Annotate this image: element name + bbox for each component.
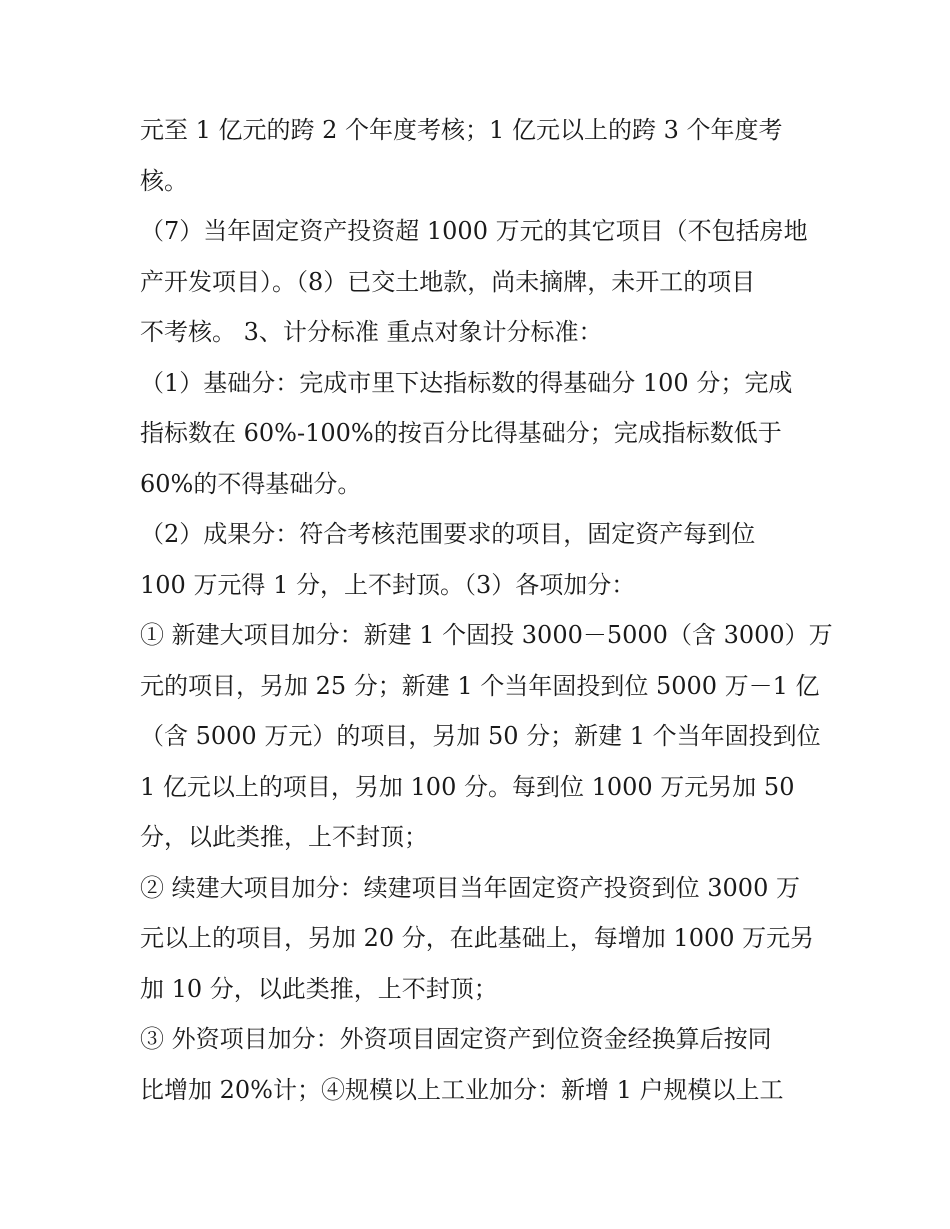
text-line: 比增加 20%计；④规模以上工业加分：新增 1 户规模以上工	[140, 1075, 784, 1104]
text-line: 产开发项目）。（8）已交土地款，尚未摘牌，未开工的项目	[140, 267, 756, 296]
text-line: 指标数在 60%-100%的按百分比得基础分；完成指标数低于	[140, 419, 782, 447]
document-body	[140, 105, 833, 1115]
text-line: 1 亿元以上的项目，另加 100 分。每到位 1000 万元另加 50	[140, 772, 795, 801]
text-line: 元的项目，另加 25 分；新建 1 个当年固投到位 5000 万－1 亿	[140, 671, 820, 700]
text-line: （7）当年固定资产投资超 1000 万元的其它项目（不包括房地	[140, 217, 808, 245]
text-line: （2）成果分：符合考核范围要求的项目，固定资产每到位	[140, 520, 756, 548]
text-line: ① 新建大项目加分：新建 1 个固投 3000－5000（含 3000）万	[140, 621, 833, 649]
text-line: ② 续建大项目加分：续建项目当年固定资产投资到位 3000 万	[140, 873, 800, 902]
text-line: （含 5000 万元）的项目，另加 50 分；新建 1 个当年固投到位	[140, 722, 821, 750]
text-line: （1）基础分：完成市里下达指标数的得基础分 100 分；完成	[140, 368, 793, 397]
text-line: 元以上的项目，另加 20 分，在此基础上，每增加 1000 万元另	[140, 924, 815, 952]
text-line: 元至 1 亿元的跨 2 个年度考核；1 亿元以上的跨 3 个年度考	[140, 116, 783, 144]
text-line: 60%的不得基础分。	[140, 469, 362, 498]
text-line: 100 万元得 1 分，上不封顶。（3）各项加分：	[140, 570, 636, 599]
text-line: 加 10 分，以此类推，上不封顶；	[140, 974, 498, 1003]
text-line: 分，以此类推，上不封顶；	[140, 823, 428, 851]
text-line: ③ 外资项目加分：外资项目固定资产到位资金经换算后按同	[140, 1025, 772, 1053]
text-line: 不考核。 3、计分标准 重点对象计分标准：	[140, 318, 603, 346]
text-line: 核。	[140, 166, 188, 195]
